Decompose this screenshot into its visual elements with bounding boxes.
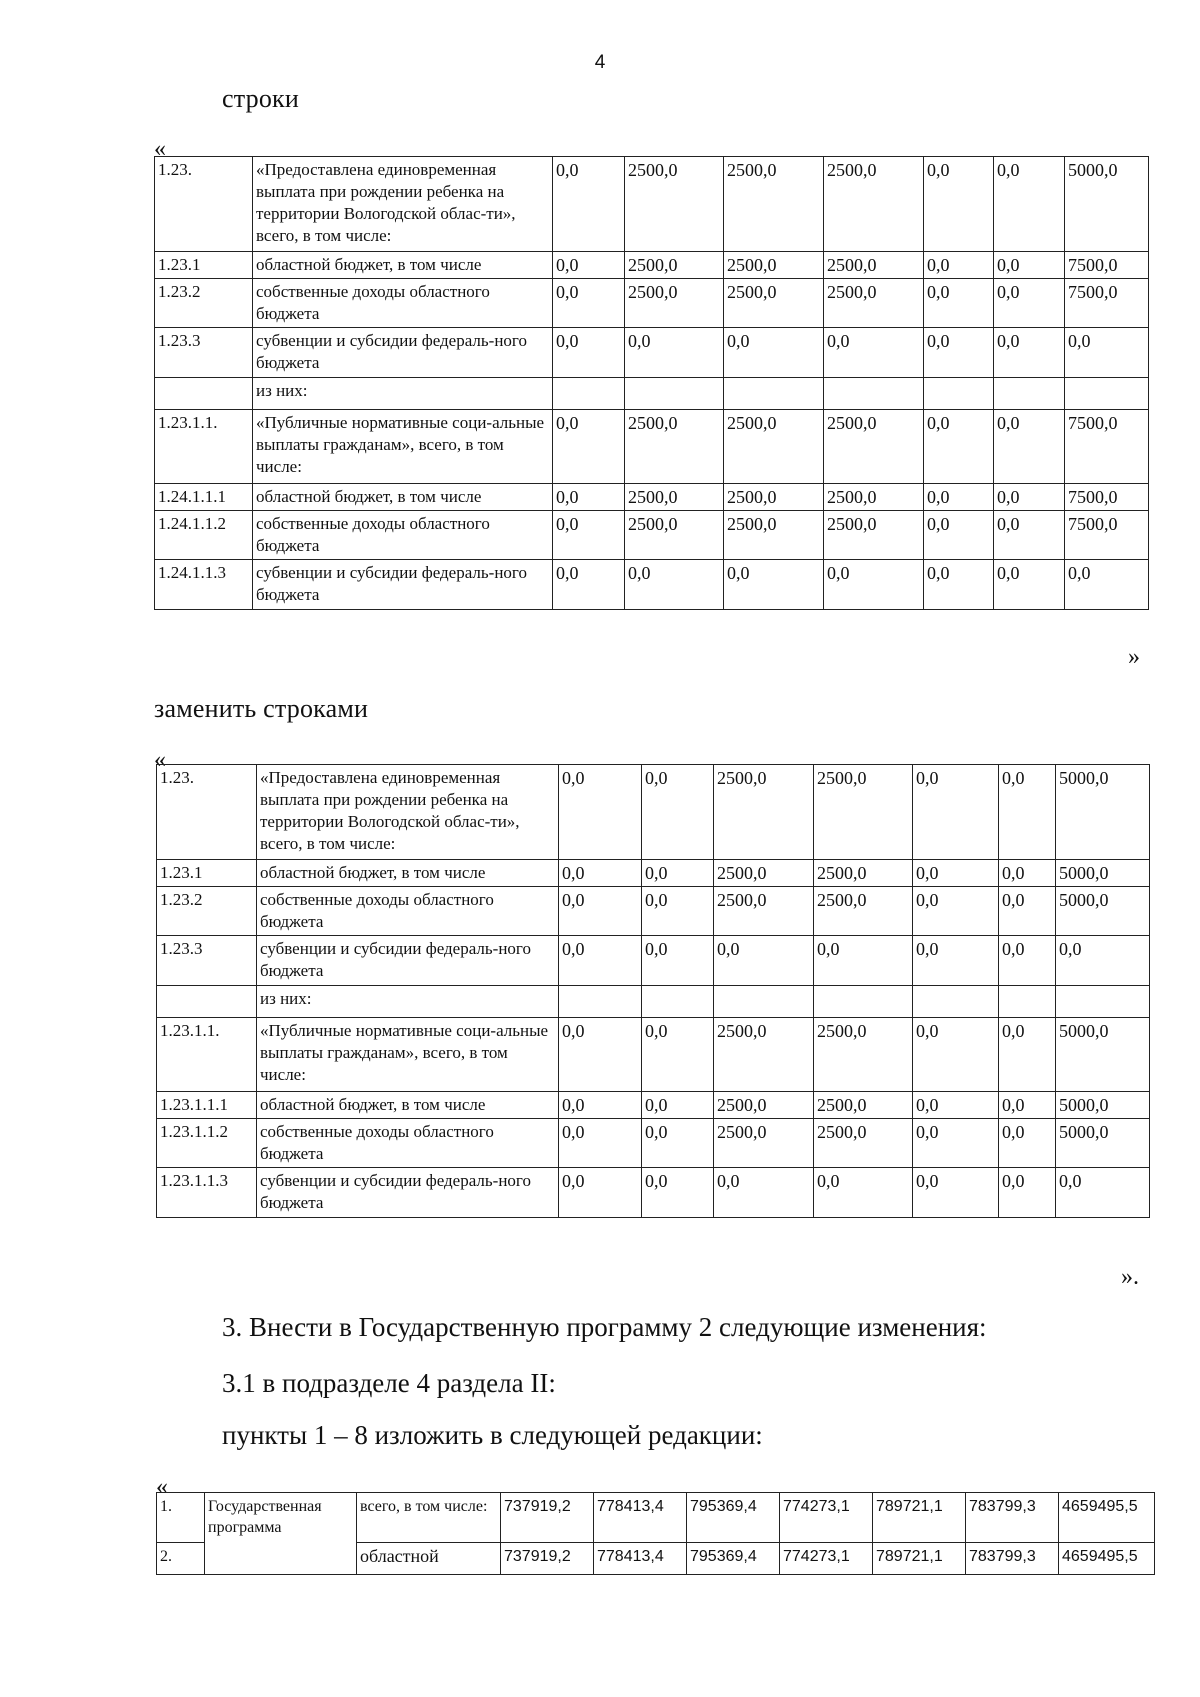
paragraph-3: 3. Внести в Государственную программу 2 следующие изменения: — [222, 1312, 987, 1342]
paragraph-3-1: 3.1 в подразделе 4 раздела II: — [222, 1368, 556, 1398]
cell-code: 1.23.2 — [157, 887, 257, 936]
cell-value: 2500,0 — [625, 484, 724, 511]
cell-value: 774273,1 — [780, 1493, 873, 1543]
cell-value: 5000,0 — [1056, 860, 1150, 887]
cell-value: 0,0 — [994, 484, 1065, 511]
cell-code: 1.23.1.1.2 — [157, 1119, 257, 1168]
cell-value: 2500,0 — [724, 511, 824, 560]
cell-value: 7500,0 — [1065, 484, 1149, 511]
cell-value: 2500,0 — [824, 279, 924, 328]
cell-value: 0,0 — [553, 560, 625, 610]
cell-value: 0,0 — [924, 328, 994, 378]
cell-value: 0,0 — [913, 860, 999, 887]
close-quote-1: » — [1128, 644, 1140, 670]
cell-code: 1.23.1.1. — [155, 410, 253, 484]
cell-value: 0,0 — [559, 887, 642, 936]
cell-value: 2500,0 — [814, 860, 913, 887]
cell-value — [553, 378, 625, 410]
cell-value: 0,0 — [1065, 560, 1149, 610]
cell-value: 2500,0 — [625, 252, 724, 279]
cell-value: 2500,0 — [714, 1018, 814, 1092]
cell-value: 0,0 — [559, 1018, 642, 1092]
cell-code: 1.24.1.1.3 — [155, 560, 253, 610]
cell-value: 2500,0 — [824, 410, 924, 484]
table-new-rows — [156, 764, 1150, 1218]
cell-description: собственные доходы областного бюджета — [253, 279, 553, 328]
cell-description: областной бюджет, в том числе — [257, 1092, 559, 1119]
cell-value: 0,0 — [553, 279, 625, 328]
cell-value: 4659495,5 — [1059, 1493, 1155, 1543]
cell-value: 0,0 — [553, 252, 625, 279]
cell-value: 0,0 — [553, 410, 625, 484]
cell-description: «Предоставлена единовременная выплата при рождении ребенка на территории Вологодской облас-ти», всего, в том числе: — [257, 765, 559, 860]
cell-description: «Предоставлена единовременная выплата при рождении ребенка на территории Вологодской облас-ти», всего, в том числе: — [253, 157, 553, 252]
cell-code — [157, 986, 257, 1018]
cell-value: 0,0 — [1065, 328, 1149, 378]
cell-value — [814, 986, 913, 1018]
cell-value — [1056, 986, 1150, 1018]
cell-value: 0,0 — [642, 1092, 714, 1119]
cell-code: 1.23.1.1.1 — [157, 1092, 257, 1119]
cell-value: 0,0 — [824, 560, 924, 610]
cell-value: 0,0 — [559, 765, 642, 860]
cell-code: 1. — [157, 1493, 205, 1543]
table-row — [155, 410, 1149, 484]
cell-value: 0,0 — [924, 410, 994, 484]
table-row — [155, 328, 1149, 378]
close-quote-2: ». — [1121, 1264, 1139, 1290]
cell-description: субвенции и субсидии федераль-ного бюджета — [257, 936, 559, 986]
cell-value: 2500,0 — [714, 1119, 814, 1168]
cell-value: 7500,0 — [1065, 410, 1149, 484]
table-row — [157, 1018, 1150, 1092]
cell-value: 0,0 — [642, 860, 714, 887]
cell-value: 2500,0 — [714, 887, 814, 936]
cell-value: 0,0 — [913, 936, 999, 986]
cell-value — [625, 378, 724, 410]
cell-value: 5000,0 — [1065, 157, 1149, 252]
cell-value: 0,0 — [924, 157, 994, 252]
cell-value: 7500,0 — [1065, 279, 1149, 328]
cell-value: 0,0 — [999, 1119, 1056, 1168]
cell-value: 2500,0 — [625, 410, 724, 484]
cell-code: 1.23.1 — [155, 252, 253, 279]
cell-value: 0,0 — [814, 1168, 913, 1218]
cell-value: 0,0 — [999, 1168, 1056, 1218]
cell-value: 0,0 — [999, 1018, 1056, 1092]
table-row — [155, 484, 1149, 511]
cell-value: 0,0 — [999, 765, 1056, 860]
cell-description: собственные доходы областного бюджета — [253, 511, 553, 560]
cell-value: 0,0 — [642, 1119, 714, 1168]
cell-code: 1.23. — [157, 765, 257, 860]
cell-value: 2500,0 — [814, 1092, 913, 1119]
cell-value: 7500,0 — [1065, 252, 1149, 279]
cell-description: «Публичные нормативные соци-альные выплаты гражданам», всего, в том числе: — [257, 1018, 559, 1092]
cell-value: 0,0 — [824, 328, 924, 378]
cell-code: 1.24.1.1.1 — [155, 484, 253, 511]
cell-value: 0,0 — [913, 1168, 999, 1218]
cell-value: 0,0 — [625, 328, 724, 378]
cell-value: 0,0 — [913, 765, 999, 860]
table-row — [157, 1168, 1150, 1218]
cell-value: 0,0 — [642, 1018, 714, 1092]
cell-description: собственные доходы областного бюджета — [257, 887, 559, 936]
cell-code: 1.23.1.1. — [157, 1018, 257, 1092]
cell-code: 2. — [157, 1543, 205, 1575]
cell-value: 789721,1 — [873, 1543, 966, 1575]
cell-value: 737919,2 — [501, 1543, 594, 1575]
cell-value: 5000,0 — [1056, 1018, 1150, 1092]
cell-value: 2500,0 — [625, 157, 724, 252]
cell-value: 0,0 — [994, 252, 1065, 279]
cell-value: 0,0 — [924, 484, 994, 511]
page-number: 4 — [594, 52, 606, 73]
table-row — [155, 378, 1149, 410]
cell-value: 2500,0 — [814, 765, 913, 860]
cell-value: 0,0 — [553, 157, 625, 252]
cell-value: 795369,4 — [687, 1543, 780, 1575]
cell-value: 0,0 — [994, 511, 1065, 560]
cell-value: 0,0 — [559, 1092, 642, 1119]
table-row — [157, 936, 1150, 986]
cell-value: 774273,1 — [780, 1543, 873, 1575]
cell-value: 789721,1 — [873, 1493, 966, 1543]
open-quote-1: « — [154, 136, 166, 162]
table-row — [155, 279, 1149, 328]
cell-value: 0,0 — [642, 936, 714, 986]
cell-value: 2500,0 — [625, 511, 724, 560]
cell-value: 5000,0 — [1056, 1119, 1150, 1168]
cell-value: 0,0 — [994, 328, 1065, 378]
table-row — [155, 252, 1149, 279]
table-row — [157, 986, 1150, 1018]
cell-code: 1.23.3 — [155, 328, 253, 378]
cell-value: 0,0 — [553, 328, 625, 378]
cell-value: 0,0 — [1056, 1168, 1150, 1218]
cell-value: 0,0 — [924, 252, 994, 279]
cell-value: 778413,4 — [594, 1543, 687, 1575]
table-row — [155, 157, 1149, 252]
cell-value: 0,0 — [625, 560, 724, 610]
cell-description: собственные доходы областного бюджета — [257, 1119, 559, 1168]
cell-value: 2500,0 — [714, 765, 814, 860]
cell-code — [155, 378, 253, 410]
cell-value: 2500,0 — [814, 887, 913, 936]
cell-value: 0,0 — [913, 1092, 999, 1119]
cell-description: из них: — [253, 378, 553, 410]
table-row — [157, 860, 1150, 887]
table-row — [155, 560, 1149, 610]
table-row — [157, 887, 1150, 936]
table-row — [157, 1119, 1150, 1168]
cell-value: 0,0 — [913, 1018, 999, 1092]
cell-value: 0,0 — [814, 936, 913, 986]
paragraph-items: пункты 1 – 8 изложить в следующей редакции: — [222, 1420, 763, 1450]
cell-code: 1.23.1 — [157, 860, 257, 887]
cell-value: 0,0 — [994, 560, 1065, 610]
cell-value: 0,0 — [1056, 936, 1150, 986]
cell-value: 5000,0 — [1056, 887, 1150, 936]
cell-value — [642, 986, 714, 1018]
cell-label: всего, в том числе: — [357, 1493, 501, 1543]
cell-value — [994, 378, 1065, 410]
cell-value: 0,0 — [559, 1168, 642, 1218]
cell-description: субвенции и субсидии федераль-ного бюджета — [253, 560, 553, 610]
cell-description: субвенции и субсидии федераль-ного бюджета — [253, 328, 553, 378]
cell-value: 0,0 — [994, 410, 1065, 484]
cell-value: 0,0 — [924, 279, 994, 328]
open-quote-3: « — [156, 1474, 168, 1500]
table-row — [155, 511, 1149, 560]
cell-value: 0,0 — [924, 511, 994, 560]
cell-label: областной — [357, 1543, 501, 1575]
cell-value: 0,0 — [994, 279, 1065, 328]
heading-rows: строки — [222, 84, 299, 113]
cell-code: 1.23.1.1.3 — [157, 1168, 257, 1218]
heading-replace: заменить строками — [154, 694, 369, 723]
cell-value — [714, 986, 814, 1018]
cell-value: 2500,0 — [724, 157, 824, 252]
cell-value: 2500,0 — [714, 860, 814, 887]
cell-value: 0,0 — [994, 157, 1065, 252]
cell-description: из них: — [257, 986, 559, 1018]
cell-description: областной бюджет, в том числе — [257, 860, 559, 887]
cell-value: 7500,0 — [1065, 511, 1149, 560]
cell-code: 1.23.3 — [157, 936, 257, 986]
cell-value: 737919,2 — [501, 1493, 594, 1543]
cell-value — [924, 378, 994, 410]
cell-value: 0,0 — [642, 765, 714, 860]
cell-value — [1065, 378, 1149, 410]
cell-value: 0,0 — [924, 560, 994, 610]
cell-value — [559, 986, 642, 1018]
cell-value: 2500,0 — [824, 484, 924, 511]
cell-value: 0,0 — [724, 328, 824, 378]
cell-value: 0,0 — [999, 860, 1056, 887]
cell-value: 0,0 — [714, 936, 814, 986]
cell-value: 0,0 — [553, 484, 625, 511]
cell-value: 2500,0 — [724, 279, 824, 328]
cell-code: 1.23. — [155, 157, 253, 252]
cell-description: «Публичные нормативные соци-альные выплаты гражданам», всего, в том числе: — [253, 410, 553, 484]
cell-value: 2500,0 — [824, 157, 924, 252]
cell-value: 2500,0 — [724, 252, 824, 279]
cell-value: 2500,0 — [824, 511, 924, 560]
table-old-rows — [154, 156, 1149, 610]
cell-code: 1.23.2 — [155, 279, 253, 328]
cell-value: 0,0 — [559, 1119, 642, 1168]
cell-description: областной бюджет, в том числе — [253, 484, 553, 511]
cell-value: 0,0 — [559, 860, 642, 887]
cell-value: 0,0 — [913, 887, 999, 936]
cell-value: 5000,0 — [1056, 765, 1150, 860]
cell-value: 4659495,5 — [1059, 1543, 1155, 1575]
cell-value: 778413,4 — [594, 1493, 687, 1543]
cell-value — [724, 378, 824, 410]
table-row — [157, 1493, 1155, 1543]
cell-value: 0,0 — [553, 511, 625, 560]
cell-description: областной бюджет, в том числе — [253, 252, 553, 279]
cell-value: 2500,0 — [714, 1092, 814, 1119]
table-program — [156, 1492, 1155, 1575]
open-quote-2: « — [154, 747, 166, 773]
cell-value: 2500,0 — [625, 279, 724, 328]
cell-value: 2500,0 — [824, 252, 924, 279]
cell-value: 0,0 — [714, 1168, 814, 1218]
cell-value: 783799,3 — [966, 1543, 1059, 1575]
cell-value — [999, 986, 1056, 1018]
cell-value: 0,0 — [642, 1168, 714, 1218]
table-row — [157, 765, 1150, 860]
cell-value: 2500,0 — [724, 410, 824, 484]
table-row — [157, 1092, 1150, 1119]
cell-code: 1.24.1.1.2 — [155, 511, 253, 560]
cell-value — [824, 378, 924, 410]
cell-value: 2500,0 — [724, 484, 824, 511]
cell-value: 0,0 — [913, 1119, 999, 1168]
cell-value: 2500,0 — [814, 1018, 913, 1092]
cell-value — [913, 986, 999, 1018]
cell-value: 0,0 — [999, 887, 1056, 936]
cell-name: Государственная программа — [205, 1493, 357, 1575]
cell-description: субвенции и субсидии федераль-ного бюджета — [257, 1168, 559, 1218]
cell-value: 0,0 — [999, 1092, 1056, 1119]
cell-value: 0,0 — [724, 560, 824, 610]
cell-value: 0,0 — [999, 936, 1056, 986]
cell-value: 795369,4 — [687, 1493, 780, 1543]
cell-value: 0,0 — [559, 936, 642, 986]
cell-value: 0,0 — [642, 887, 714, 936]
cell-value: 2500,0 — [814, 1119, 913, 1168]
cell-value: 5000,0 — [1056, 1092, 1150, 1119]
cell-value: 783799,3 — [966, 1493, 1059, 1543]
